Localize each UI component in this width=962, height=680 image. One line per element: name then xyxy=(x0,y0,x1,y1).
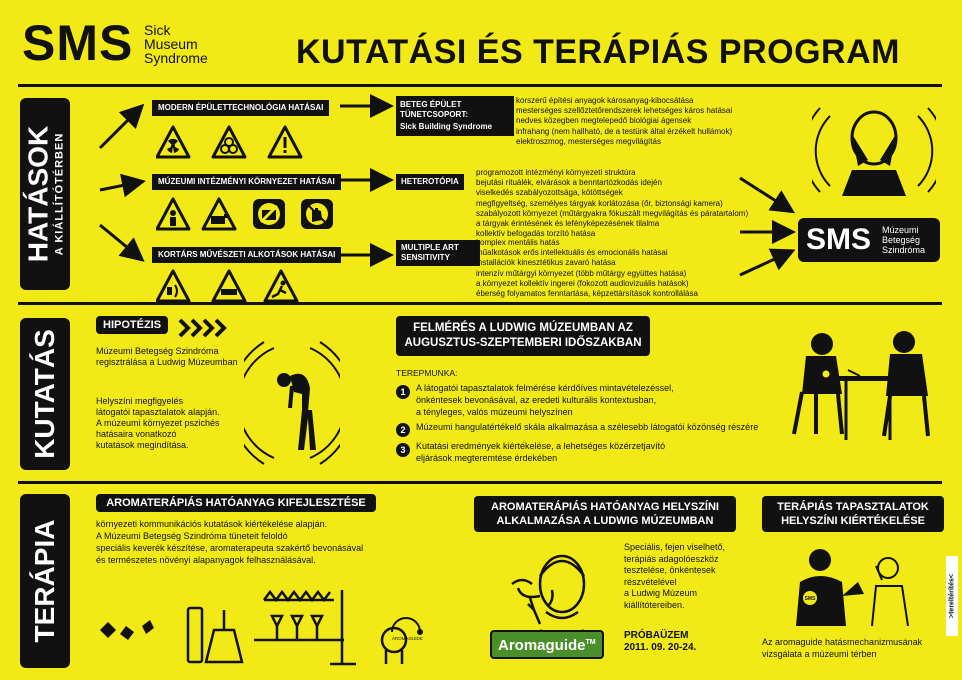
sick-building-text xyxy=(516,96,732,147)
logo-sms: SMS xyxy=(22,15,134,71)
side-credit xyxy=(946,556,958,636)
fall-warning-icon xyxy=(265,271,297,301)
text-line: hatásaira vonatkozó xyxy=(96,429,177,439)
text-line: A látogatói tapasztalatok felmérése kérdőíves mintavételezéssel, xyxy=(416,383,674,393)
aromaguide-device-label: AROMAGUIDE xyxy=(392,636,423,641)
text-line: infrahang (nem hallható, de a testünk által érzékelt hullámok) xyxy=(516,126,733,136)
interview-illustration xyxy=(786,324,936,442)
text-line: önkéntesek bevonásával, az eredeti kulturális kontextusban, xyxy=(416,395,657,405)
text-line: Helyszíni megfigyelés xyxy=(96,396,184,406)
hypothesis-text-1 xyxy=(96,346,238,368)
text-line: részvételével xyxy=(624,576,677,587)
survey-title-line: AUGUSZTUS-SZEPTEMBERI IDŐSZAKBAN xyxy=(404,337,642,349)
aroma-development-title: AROMATERÁPIÁS HATÓANYAG KIFEJLESZTÉSE xyxy=(96,494,376,512)
title-line: ALKALMAZÁSA A LUDWIG MÚZEUMBAN xyxy=(496,515,714,527)
evaluation-illustration xyxy=(780,546,920,626)
text-line: terápiás adagolóeszköz xyxy=(624,553,719,564)
section-label-kutatas: KUTATÁS xyxy=(29,329,60,459)
radiation-icon xyxy=(157,127,189,157)
sms-result-box xyxy=(798,218,940,262)
sms-full-name xyxy=(882,225,925,255)
text-line: Múzeumi Betegség Szindróma xyxy=(96,346,219,356)
step-2-text xyxy=(416,421,758,433)
multiple-art-box xyxy=(396,240,480,266)
text-line: megfigyeltség, személyes tárgyak korlátozása (őr, biztonsági kamera) xyxy=(476,198,723,208)
step-3 xyxy=(396,440,416,458)
box-line: SENSITIVITY xyxy=(401,253,450,262)
text-line: Speciális, fejen viselhető, xyxy=(624,542,726,552)
text-line: a tárgyak érintésének és lefényképezésének tilalma xyxy=(476,219,660,229)
trial-date: 2011. 09. 20-24. xyxy=(624,642,697,653)
text-line: bejutási rituálék, elvárások a benntartózkodás idején xyxy=(476,178,662,188)
text-line: speciális keverék készítése, aromaterapeuta szakértő bevonásával xyxy=(96,543,364,553)
title-line: TERÁPIÁS TAPASZTALATOK xyxy=(777,501,929,513)
sms-line: Múzeumi xyxy=(882,225,919,235)
title-line: AROMATERÁPIÁS HATÓANYAG HELYSZÍNI xyxy=(491,501,719,513)
text-line: installációk kinesztétikus zavaró hatása xyxy=(476,258,616,268)
aroma-application-text xyxy=(624,542,725,611)
fieldwork-label: TEREPMUNKA: xyxy=(396,368,458,378)
box-line: Sick Building Syndrome xyxy=(400,122,493,131)
no-camera-icon xyxy=(253,199,285,229)
text-line: szabályozott környezet (műtárgyakra fókuszált megvilágítás és páratartalom) xyxy=(476,208,749,218)
aroma-application-title xyxy=(474,496,736,532)
text-line: tesztelése, önkéntesek xyxy=(624,565,716,575)
step-1 xyxy=(396,382,416,400)
text-line: A Múzeumi Betegség Szindróma tüneteit feloldó xyxy=(96,531,288,541)
sick-visitor-illustration xyxy=(244,338,340,468)
sick-building-box xyxy=(396,96,514,136)
aromaguide-brand xyxy=(490,630,604,659)
text-line: viselkedés szabályozottsága, kötöttségek xyxy=(476,188,623,198)
text-line: látogatói tapasztalatok alapján. xyxy=(96,407,220,417)
sms-abbr: SMS xyxy=(806,223,872,256)
text-line: műalkotások erős intellektuális és emocionális hatásai xyxy=(476,248,668,258)
credit-text: >tereltérítés< xyxy=(948,574,956,618)
heterotopia-box: HETEROTÓPIA xyxy=(396,174,464,190)
text-line: környezeti kommunikációs kutatások kiértékelése alapján. xyxy=(96,519,328,529)
hazard-icons-row2 xyxy=(156,196,336,232)
section-label-terapia: TERÁPIA xyxy=(29,519,60,643)
sms-line: Betegség xyxy=(882,235,921,245)
text-line: elektroszmog, mesterséges megvilágítás xyxy=(516,136,661,146)
text-line: nedves közegben megtelepedő biológiai ágensek xyxy=(516,116,692,126)
heterotopia-text xyxy=(476,168,748,239)
brand-name: Aromaguide xyxy=(498,637,586,654)
step-3-text xyxy=(416,440,665,464)
text-line: intenzív műtárgyi környezet (több műtárgy együttes hatása) xyxy=(476,268,687,278)
text-line: eljárások megteremtése érdekében xyxy=(416,453,558,463)
text-line: kollektív befogadás torzító hatása xyxy=(476,229,596,239)
trial-label: PRÓBAÜZEM xyxy=(624,630,689,641)
aroma-development-text xyxy=(96,518,363,566)
headset-icon xyxy=(386,606,426,636)
text-line: programozott intézményi környezeti struktúra xyxy=(476,168,636,177)
box-line: MULTIPLE ART xyxy=(401,243,459,252)
text-line: a Ludwig Múzeum xyxy=(624,588,698,598)
biohazard-icon xyxy=(213,127,245,157)
trial-info xyxy=(624,630,696,654)
text-line: Kutatási eredmények kiértékelése, a lehetséges közérzetjavító xyxy=(416,441,666,451)
logo-line-1: Sick xyxy=(144,22,171,38)
step-1-text xyxy=(416,382,674,418)
survey-title-line: FELMÉRÉS A LUDWIG MÚZEUMBAN AZ xyxy=(413,322,633,334)
text-line: kutatások megindítása. xyxy=(96,440,189,450)
section-label-hatasok: HATÁSOK xyxy=(22,125,54,263)
text-line: A múzeumi környezet pszichés xyxy=(96,418,220,428)
distressed-person-illustration xyxy=(812,96,936,196)
text-line: korszerű építési anyagok károsanyag-kibocsátása xyxy=(516,96,694,105)
leaf-icon xyxy=(100,622,116,638)
camera-warning-icon xyxy=(203,199,235,229)
box-line: BETEG ÉPÜLET xyxy=(400,100,462,109)
text-line: komplex mentális hatás xyxy=(476,238,560,247)
person-warning-icon xyxy=(157,199,189,229)
exclamation-icon xyxy=(269,127,301,157)
text-line: és természetes növényi alapanyagok felhasználásával. xyxy=(96,555,316,565)
label-building-technology: MODERN ÉPÜLETTECHNOLÓGIA HATÁSAI xyxy=(152,100,329,116)
text-line: a környezet kollektív ingerei (fokozott audiovizuális hatások) xyxy=(476,278,689,288)
hazard-icons-row3 xyxy=(156,268,306,304)
step-number: 1 xyxy=(396,385,410,399)
step-number: 3 xyxy=(396,443,410,457)
trademark: TM xyxy=(585,639,596,646)
logo-line-2: Museum xyxy=(144,36,198,52)
step-2 xyxy=(396,420,416,438)
evaluation-title xyxy=(762,496,944,532)
section-sublabel: A KIÁLLÍTÓTÉRBEN xyxy=(53,132,66,256)
title-line: HELYSZÍNI KIÉRTÉKELÉSE xyxy=(781,515,925,527)
hypothesis-label: HIPOTÉZIS xyxy=(96,316,168,334)
hypothesis-text-2 xyxy=(96,396,220,451)
page-title: KUTATÁSI ÉS TERÁPIÁS PROGRAM xyxy=(296,33,900,71)
multiple-art-text xyxy=(476,238,698,299)
hazard-icons-row1 xyxy=(156,124,326,160)
label-institutional-environment: MÚZEUMI INTÉZMÉNYI KÖRNYEZET HATÁSAI xyxy=(152,174,341,190)
art-warning-icon xyxy=(213,271,245,301)
text-line: Múzeumi hangulatértékelő skála alkalmazása a szélesebb látogatói közönség részére xyxy=(416,422,759,432)
text-line: a tényleges, valós múzeumi helyszínen xyxy=(416,407,573,417)
label-contemporary-art: KORTÁRS MŰVÉSZETI ALKOTÁSOK HATÁSAI xyxy=(152,247,341,263)
evaluation-text xyxy=(762,636,922,660)
text-line: vizsgálata a múzeumi térben xyxy=(762,649,877,659)
text-line: kiállítótereiben. xyxy=(624,599,685,610)
text-line: regisztrálása a Ludwig Múzeumban xyxy=(96,357,238,367)
sms-line: Szindróma xyxy=(882,245,926,255)
sms-badge: SMS xyxy=(804,596,816,602)
aromaguide-device xyxy=(386,606,426,636)
sound-warning-icon xyxy=(157,271,189,301)
box-line: TÜNETCSOPORT: xyxy=(400,110,468,119)
text-line: Az aromaguide hatásmechanizmusának xyxy=(762,637,923,647)
survey-title-box xyxy=(396,316,650,356)
text-line: éberség folyamatos fenntartása, képzettársítások kontrollálása xyxy=(476,289,698,299)
no-touch-icon xyxy=(301,199,333,229)
text-line: mesterséges szellőztetőrendszerek lehetséges káros hatásai xyxy=(516,106,733,116)
step-number: 2 xyxy=(396,423,410,437)
logo-line-3: Syndrome xyxy=(144,50,208,66)
